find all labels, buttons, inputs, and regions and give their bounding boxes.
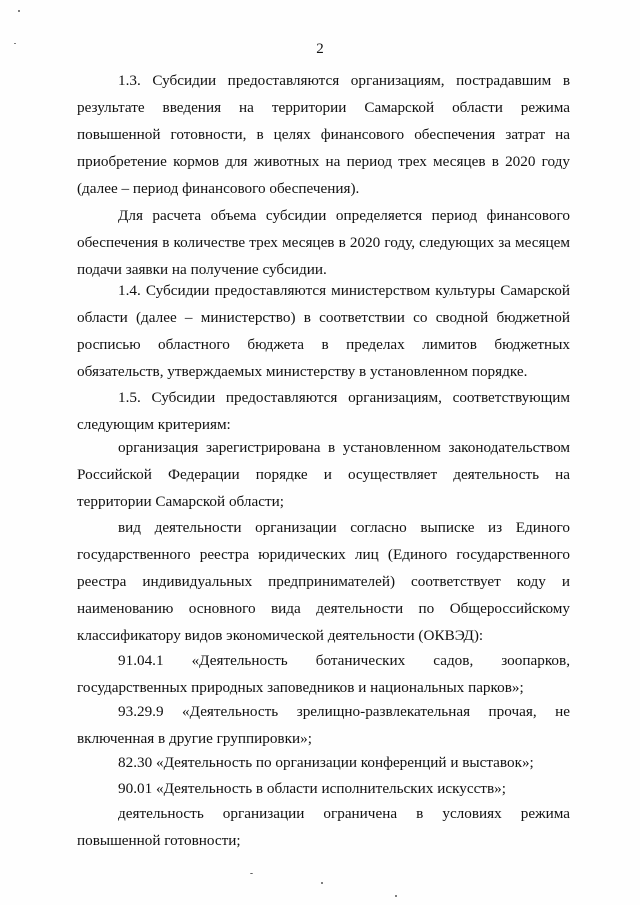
okved-90-01: 90.01 «Деятельность в области исполнительских искусств»; — [118, 780, 506, 797]
page-number: 2 — [316, 41, 324, 57]
scan-speck — [250, 873, 253, 874]
okved-91-04-1: 91.04.1 «Деятельность ботанических садов, зоопарков, государственных природных заповедников и национальных парков»; — [77, 652, 570, 696]
okved-82-30: 82.30 «Деятельность по организации конференций и выставок»; — [118, 754, 534, 771]
scan-speck — [395, 895, 397, 897]
scan-speck — [14, 43, 16, 44]
okved-93-29-9: 93.29.9 «Деятельность зрелищно-развлекательная прочая, не включенная в другие группировки»; — [77, 703, 570, 747]
paragraph-1-3: 1.3. Субсидии предоставляются организациям, пострадавшим в результате введения на территории Самарской области режима повышенной готовности, в целях финансового обеспечения затрат на приобретение кормов для животных на период трех месяцев в 2020 году (далее – период финансового обеспечения). — [77, 72, 570, 197]
paragraph-period-calculation: Для расчета объема субсидии определяется период финансового обеспечения в количестве трех месяцев в 2020 году, следующих за месяцем подачи заявки на получение субсидии. — [77, 207, 570, 278]
criterion-activity-type: вид деятельности организации согласно выписке из Единого государственного реестра юридических лиц (Единого государственного реестра индивидуальных предпринимателей) соответствует коду и наименованию основного вида деятельности по Общероссийскому классификатору видов экономической деятельности (ОКВЭД): — [77, 519, 570, 644]
scan-speck — [18, 10, 20, 12]
criterion-registration: организация зарегистрирована в установленном законодательством Российской Федерации порядке и осуществляет деятельность на территории Самарской области; — [77, 439, 570, 510]
scan-speck — [321, 882, 323, 884]
criterion-restricted-activity: деятельность организации ограничена в условиях режима повышенной готовности; — [77, 805, 570, 849]
paragraph-1-4: 1.4. Субсидии предоставляются министерством культуры Самарской области (далее – министерство) в соответствии со сводной бюджетной росписью областного бюджета в пределах лимитов бюджетных обязательств, утверждаемых министерству в установленном порядке. — [77, 282, 570, 380]
paragraph-1-5: 1.5. Субсидии предоставляются организациям, соответствующим следующим критериям: — [77, 389, 570, 433]
